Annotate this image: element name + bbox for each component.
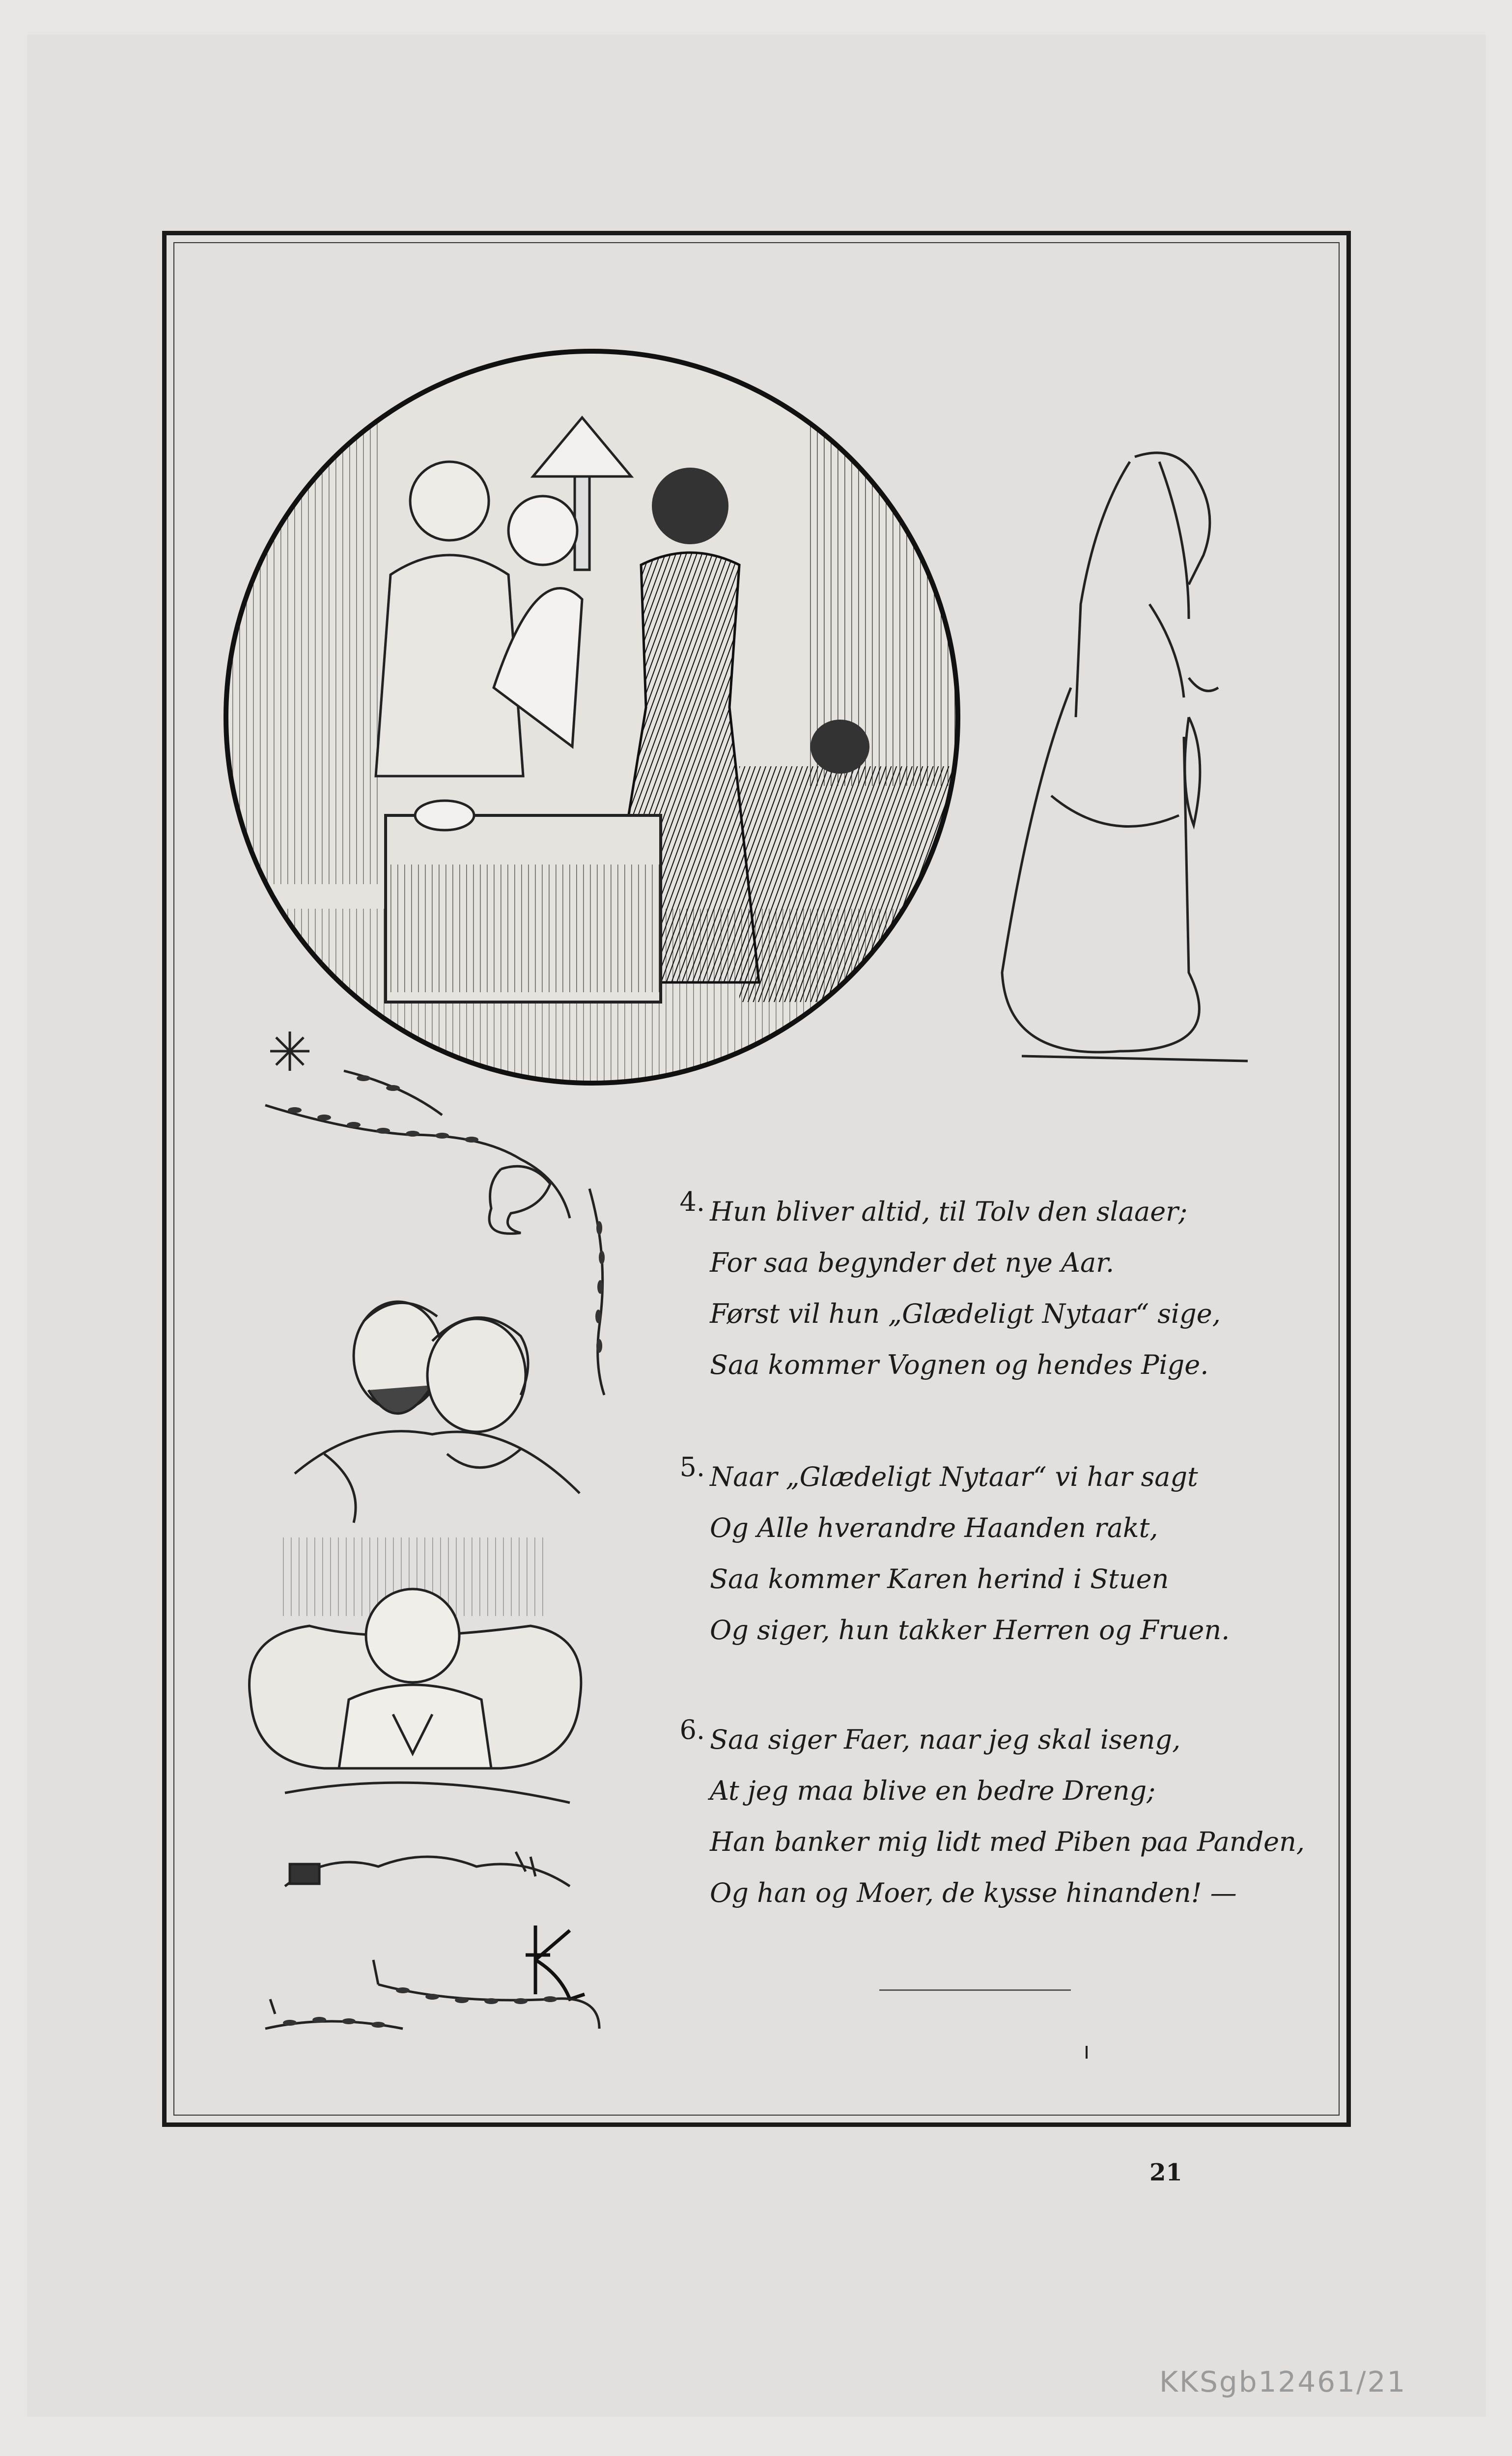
catalog-note: KKSgb12461/21 xyxy=(1159,2365,1407,2399)
verse-line: At jeg maa blive en bedre Dreng; xyxy=(710,1775,1156,1806)
verse-line: Naar „Glædeligt Nytaar“ vi har sagt xyxy=(710,1461,1198,1492)
verse-line: Saa siger Faer, naar jeg skal iseng, xyxy=(710,1724,1181,1755)
closing-rule xyxy=(879,1989,1071,1991)
old-woman-icon xyxy=(973,442,1287,1081)
stanza-5 xyxy=(658,1451,1336,1656)
stanza-6 xyxy=(658,1714,1336,1919)
verse-line: Og Alle hverandre Haanden rakt, xyxy=(710,1512,1158,1543)
verse-line: Saa kommer Karen herind i Stuen xyxy=(710,1563,1169,1594)
printer-mark xyxy=(1086,2046,1088,2059)
verse-line: Og han og Moer, de kysse hinanden! — xyxy=(710,1877,1237,1908)
verse-line: Og siger, hun takker Herren og Fruen. xyxy=(710,1615,1230,1646)
family-roundel-icon xyxy=(219,344,965,1090)
verse-line: For saa begynder det nye Aar. xyxy=(710,1247,1115,1278)
page-number: 21 xyxy=(1149,2159,1182,2186)
stanza-4 xyxy=(658,1186,1336,1391)
praying-child-icon xyxy=(236,1537,599,1817)
verse-line: Først vil hun „Glædeligt Nytaar“ sige, xyxy=(710,1298,1221,1329)
stanza-number: 6. xyxy=(679,1714,705,1745)
embracing-couple-icon xyxy=(285,1277,604,1533)
verse-line: Han banker mig lidt med Piben paa Panden, xyxy=(710,1826,1305,1857)
verse-line: Saa kommer Vognen og hendes Pige. xyxy=(710,1349,1209,1380)
ground-tuft-icon xyxy=(280,1837,575,1896)
bottom-branch-icon xyxy=(255,1955,629,2058)
stanza-number: 5. xyxy=(679,1451,705,1482)
stanza-number: 4. xyxy=(679,1186,705,1217)
verse-line: Hun bliver altid, til Tolv den slaaer; xyxy=(710,1196,1188,1227)
